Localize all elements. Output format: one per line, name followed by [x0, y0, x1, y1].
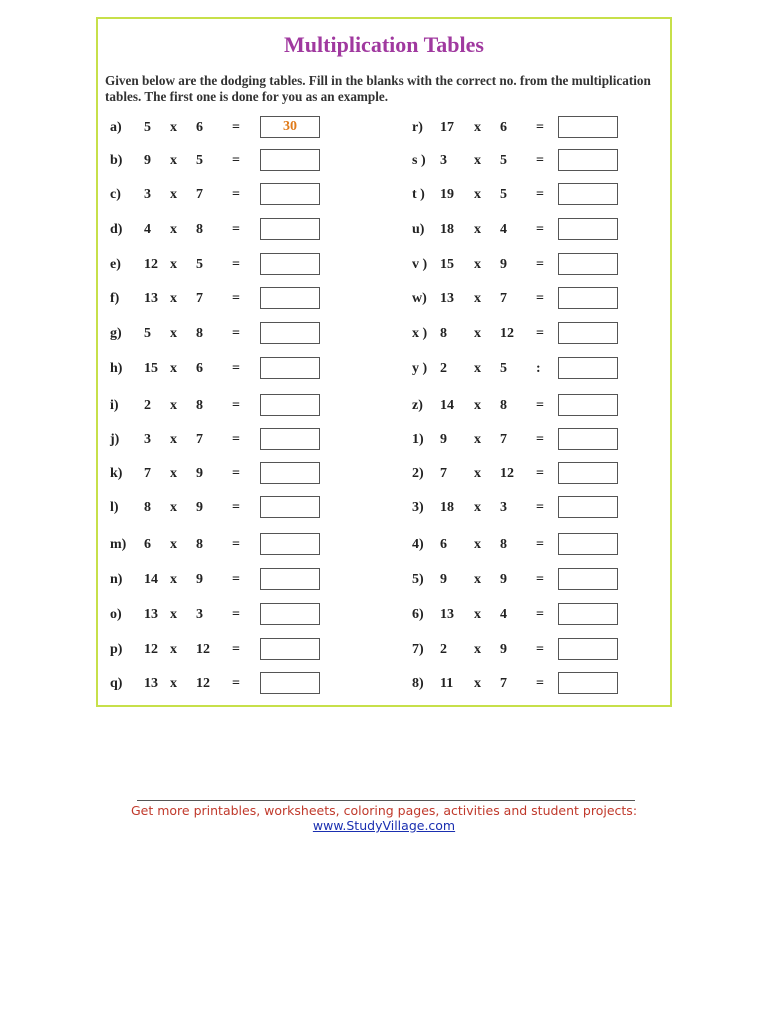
problem-label: n): [110, 572, 123, 587]
equals-sign: =: [536, 187, 544, 202]
answer-box[interactable]: [260, 253, 320, 275]
problem-row: [110, 429, 330, 451]
problem-label: 5): [412, 572, 424, 587]
answer-box[interactable]: [260, 218, 320, 240]
problem-label: u): [412, 222, 425, 237]
answer-box[interactable]: [558, 253, 618, 275]
multiplier: 5: [500, 361, 507, 376]
times-sign: x: [170, 432, 177, 447]
problem-label: v ): [412, 257, 428, 272]
multiplicand: 7: [440, 466, 447, 481]
problem-row: [110, 288, 330, 310]
multiplier: 5: [196, 153, 203, 168]
problem-row: [412, 288, 632, 310]
answer-box[interactable]: [558, 533, 618, 555]
multiplier: 9: [500, 257, 507, 272]
answer-box[interactable]: [558, 394, 618, 416]
equals-sign: =: [232, 642, 240, 657]
times-sign: x: [474, 222, 481, 237]
answer-box[interactable]: [260, 322, 320, 344]
problem-label: e): [110, 257, 121, 272]
equals-sign: =: [536, 676, 544, 691]
times-sign: x: [170, 222, 177, 237]
problem-label: t ): [412, 187, 425, 202]
multiplier: 12: [500, 326, 514, 341]
answer-box[interactable]: [260, 603, 320, 625]
multiplier: 4: [500, 222, 507, 237]
multiplier: 6: [196, 361, 203, 376]
multiplier: 8: [196, 222, 203, 237]
multiplier: 6: [500, 120, 507, 135]
multiplier: 9: [500, 642, 507, 657]
times-sign: x: [474, 466, 481, 481]
answer-box[interactable]: [558, 287, 618, 309]
equals-sign: =: [536, 572, 544, 587]
multiplier: 8: [500, 537, 507, 552]
multiplicand: 6: [440, 537, 447, 552]
times-sign: x: [474, 187, 481, 202]
problem-label: y ): [412, 361, 428, 376]
multiplicand: 17: [440, 120, 454, 135]
multiplier: 5: [500, 187, 507, 202]
equals-sign: =: [536, 222, 544, 237]
problem-row: [412, 429, 632, 451]
multiplier: 7: [500, 676, 507, 691]
multiplier: 12: [500, 466, 514, 481]
times-sign: x: [170, 642, 177, 657]
times-sign: x: [170, 120, 177, 135]
multiplicand: 13: [144, 676, 158, 691]
multiplicand: 15: [144, 361, 158, 376]
multiplier: 9: [196, 500, 203, 515]
multiplier: 7: [196, 432, 203, 447]
problem-row: [110, 673, 330, 695]
problem-row: [412, 569, 632, 591]
times-sign: x: [474, 326, 481, 341]
multiplier: 5: [500, 153, 507, 168]
problem-row: [110, 358, 330, 380]
times-sign: x: [474, 398, 481, 413]
times-sign: x: [170, 572, 177, 587]
problem-row: [412, 323, 632, 345]
answer-box[interactable]: [558, 183, 618, 205]
multiplicand: 12: [144, 642, 158, 657]
multiplicand: 3: [440, 153, 447, 168]
multiplicand: 12: [144, 257, 158, 272]
problem-row: [110, 604, 330, 626]
problem-label: m): [110, 537, 127, 552]
equals-sign: =: [232, 466, 240, 481]
problem-label: x ): [412, 326, 428, 341]
problem-label: p): [110, 642, 123, 657]
answer-box[interactable]: [558, 496, 618, 518]
multiplier: 9: [500, 572, 507, 587]
problem-label: z): [412, 398, 423, 413]
problem-label: a): [110, 120, 122, 135]
times-sign: x: [170, 537, 177, 552]
problem-label: g): [110, 326, 122, 341]
problem-row: [412, 184, 632, 206]
equals-sign: =: [232, 291, 240, 306]
equals-sign: =: [232, 257, 240, 272]
equals-sign: =: [536, 291, 544, 306]
answer-box[interactable]: [260, 357, 320, 379]
problem-label: h): [110, 361, 123, 376]
times-sign: x: [170, 676, 177, 691]
problem-label: b): [110, 153, 123, 168]
multiplicand: 18: [440, 500, 454, 515]
problem-label: o): [110, 607, 122, 622]
problem-label: q): [110, 676, 123, 691]
equals-sign: =: [536, 537, 544, 552]
times-sign: x: [170, 326, 177, 341]
times-sign: x: [474, 291, 481, 306]
footer-divider: [137, 800, 635, 801]
times-sign: x: [170, 398, 177, 413]
equals-sign: =: [232, 537, 240, 552]
times-sign: x: [474, 153, 481, 168]
multiplier: 8: [196, 398, 203, 413]
answer-box[interactable]: [260, 183, 320, 205]
times-sign: x: [170, 361, 177, 376]
times-sign: x: [474, 572, 481, 587]
multiplicand: 2: [440, 361, 447, 376]
problem-row: [110, 219, 330, 241]
equals-sign: =: [232, 572, 240, 587]
worksheet-title: Multiplication Tables: [284, 32, 484, 57]
problem-row: [412, 150, 632, 172]
multiplicand: 11: [440, 676, 454, 691]
equals-sign: =: [536, 500, 544, 515]
equals-sign: =: [536, 257, 544, 272]
footer-text: Get more printables, worksheets, coloring pages, activities and student projects:: [130, 803, 638, 818]
multiplier: 7: [500, 432, 507, 447]
multiplicand: 13: [440, 607, 454, 622]
problem-label: 8): [412, 676, 424, 691]
equals-sign: =: [232, 432, 240, 447]
answer-box[interactable]: 30: [260, 116, 320, 138]
equals-sign: =: [232, 187, 240, 202]
problem-row: [412, 673, 632, 695]
problem-row: [110, 323, 330, 345]
equals-sign: =: [536, 120, 544, 135]
problem-label: 7): [412, 642, 424, 657]
footer-link-wrapper: [0, 818, 768, 833]
multiplier: 9: [196, 572, 203, 587]
problem-label: 2): [412, 466, 424, 481]
times-sign: x: [170, 466, 177, 481]
answer-box[interactable]: [558, 428, 618, 450]
answer-box[interactable]: [558, 462, 618, 484]
problem-label: 1): [412, 432, 424, 447]
problem-label: f): [110, 291, 120, 306]
times-sign: x: [474, 642, 481, 657]
problem-label: i): [110, 398, 119, 413]
multiplicand: 18: [440, 222, 454, 237]
multiplicand: 4: [144, 222, 151, 237]
problem-row: [110, 534, 330, 556]
problem-label: s ): [412, 153, 426, 168]
multiplicand: 9: [440, 432, 447, 447]
problem-row: [110, 569, 330, 591]
times-sign: x: [170, 187, 177, 202]
multiplier: 7: [500, 291, 507, 306]
multiplicand: 7: [144, 466, 151, 481]
problem-row: [110, 497, 330, 519]
equals-sign: =: [536, 642, 544, 657]
problem-row: [412, 463, 632, 485]
equals-sign: =: [232, 120, 240, 135]
problem-row: [412, 395, 632, 417]
multiplicand: 9: [144, 153, 151, 168]
answer-box[interactable]: [260, 149, 320, 171]
answer-box[interactable]: [558, 218, 618, 240]
problem-label: l): [110, 500, 119, 515]
multiplicand: 5: [144, 120, 151, 135]
answer-box[interactable]: [558, 357, 618, 379]
equals-sign: =: [232, 222, 240, 237]
multiplicand: 6: [144, 537, 151, 552]
problem-row: [412, 497, 632, 519]
problem-row: [412, 219, 632, 241]
equals-sign: =: [232, 398, 240, 413]
problem-row: [110, 395, 330, 417]
answer-box[interactable]: [260, 568, 320, 590]
problem-label: d): [110, 222, 123, 237]
multiplier: 7: [196, 187, 203, 202]
times-sign: x: [474, 257, 481, 272]
multiplier: 4: [500, 607, 507, 622]
problem-row: [110, 254, 330, 276]
times-sign: x: [170, 607, 177, 622]
equals-sign: =: [536, 432, 544, 447]
multiplier: 7: [196, 291, 203, 306]
multiplicand: 8: [440, 326, 447, 341]
answer-box[interactable]: [260, 638, 320, 660]
problem-label: 6): [412, 607, 424, 622]
problem-row: [412, 639, 632, 661]
studyvillage-link[interactable]: www.StudyVillage.com: [312, 818, 456, 833]
multiplier: 8: [196, 326, 203, 341]
multiplicand: 2: [144, 398, 151, 413]
problem-row: [110, 117, 330, 139]
multiplicand: 3: [144, 187, 151, 202]
multiplicand: 5: [144, 326, 151, 341]
answer-box[interactable]: [558, 568, 618, 590]
problem-row: [110, 184, 330, 206]
equals-sign: :: [536, 361, 541, 376]
problem-label: c): [110, 187, 121, 202]
problem-row: [110, 150, 330, 172]
multiplier: 8: [500, 398, 507, 413]
multiplicand: 13: [144, 291, 158, 306]
problem-row: [412, 534, 632, 556]
answer-box[interactable]: [260, 287, 320, 309]
multiplicand: 9: [440, 572, 447, 587]
problem-row: [412, 604, 632, 626]
multiplicand: 3: [144, 432, 151, 447]
answer-box[interactable]: [558, 638, 618, 660]
problem-label: r): [412, 120, 423, 135]
equals-sign: =: [232, 676, 240, 691]
multiplier: 8: [196, 537, 203, 552]
equals-sign: =: [232, 607, 240, 622]
answer-box[interactable]: [260, 462, 320, 484]
problem-row: [412, 254, 632, 276]
problem-row: [412, 117, 632, 139]
answer-box[interactable]: [260, 672, 320, 694]
problem-label: w): [412, 291, 427, 306]
equals-sign: =: [536, 466, 544, 481]
times-sign: x: [170, 291, 177, 306]
problem-label: 3): [412, 500, 424, 515]
multiplier: 12: [196, 676, 210, 691]
answer-box[interactable]: [260, 496, 320, 518]
equals-sign: =: [536, 326, 544, 341]
answer-box[interactable]: [558, 672, 618, 694]
times-sign: x: [474, 500, 481, 515]
equals-sign: =: [536, 607, 544, 622]
times-sign: x: [474, 120, 481, 135]
times-sign: x: [474, 676, 481, 691]
problem-label: j): [110, 432, 120, 447]
problem-row: [412, 358, 632, 380]
multiplicand: 8: [144, 500, 151, 515]
equals-sign: =: [232, 153, 240, 168]
multiplier: 6: [196, 120, 203, 135]
multiplier: 3: [500, 500, 507, 515]
answer-box[interactable]: [558, 322, 618, 344]
equals-sign: =: [232, 361, 240, 376]
answer-box[interactable]: [558, 116, 618, 138]
problem-row: [110, 639, 330, 661]
answer-box[interactable]: [558, 603, 618, 625]
equals-sign: =: [536, 398, 544, 413]
times-sign: x: [170, 257, 177, 272]
multiplier: 12: [196, 642, 210, 657]
multiplier: 5: [196, 257, 203, 272]
multiplicand: 14: [440, 398, 454, 413]
problem-row: [110, 463, 330, 485]
multiplicand: 13: [144, 607, 158, 622]
times-sign: x: [474, 537, 481, 552]
times-sign: x: [474, 432, 481, 447]
equals-sign: =: [536, 153, 544, 168]
multiplier: 3: [196, 607, 203, 622]
times-sign: x: [474, 607, 481, 622]
worksheet: [96, 17, 672, 707]
equals-sign: =: [232, 500, 240, 515]
problem-label: k): [110, 466, 123, 481]
equals-sign: =: [232, 326, 240, 341]
problem-label: 4): [412, 537, 424, 552]
multiplicand: 14: [144, 572, 158, 587]
times-sign: x: [474, 361, 481, 376]
times-sign: x: [170, 500, 177, 515]
answer-box[interactable]: [260, 394, 320, 416]
answer-box[interactable]: [260, 533, 320, 555]
instructions: Given below are the dodging tables. Fill in the blanks with the correct no. from the multiplication tables. The first one is done for you as an example.: [105, 73, 651, 104]
multiplicand: 2: [440, 642, 447, 657]
multiplicand: 19: [440, 187, 454, 202]
multiplicand: 15: [440, 257, 454, 272]
multiplicand: 13: [440, 291, 454, 306]
times-sign: x: [170, 153, 177, 168]
multiplier: 9: [196, 466, 203, 481]
answer-box[interactable]: [558, 149, 618, 171]
answer-box[interactable]: [260, 428, 320, 450]
